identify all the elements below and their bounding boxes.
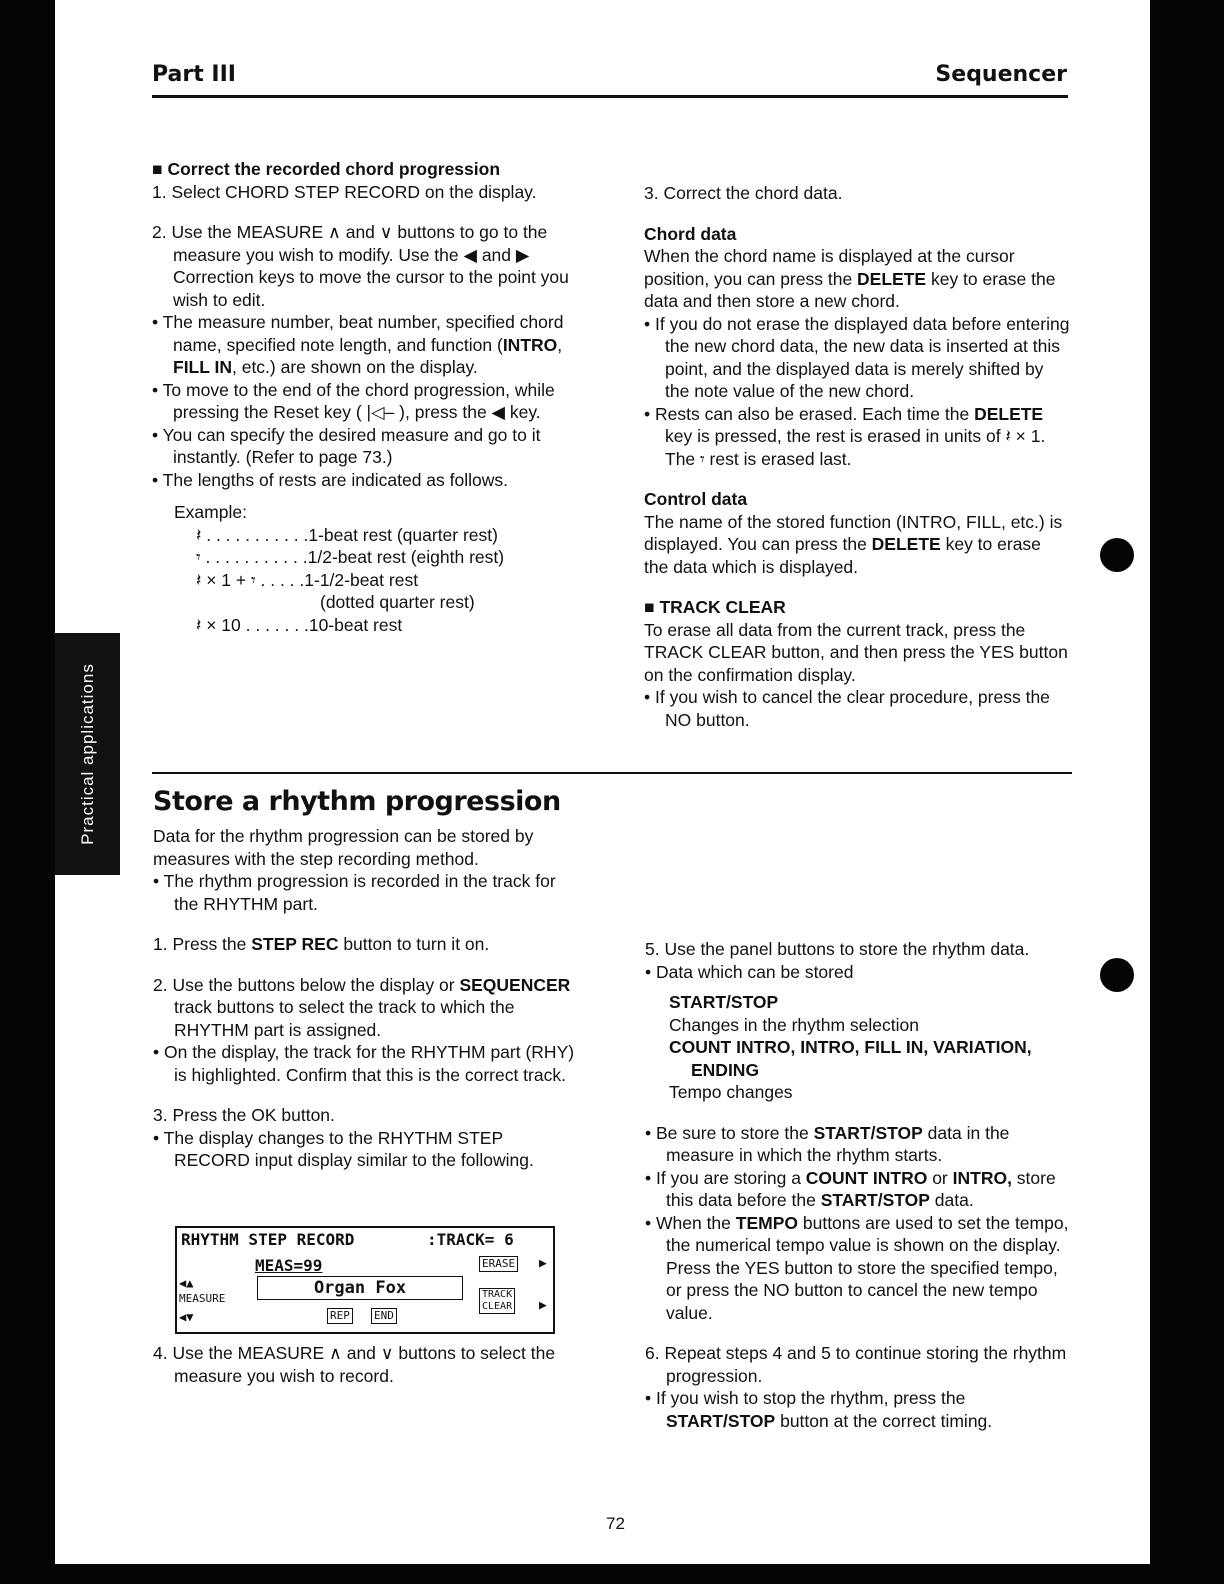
step-3: 3. Correct the chord data. (644, 183, 843, 203)
chord-data-heading: Chord data (644, 223, 737, 244)
example-label: Example: (174, 502, 247, 522)
heading-correct-chord: ■ Correct the recorded chord progression (152, 159, 501, 179)
rhythm-intro-bullet: • The rhythm progression is recorded in the track for the RHYTHM part. (153, 871, 556, 914)
header-part: Part III (152, 62, 236, 87)
lcd-rep-button: REP (327, 1308, 353, 1324)
page-number: 72 (606, 1514, 625, 1533)
lcd-measure-number: MEAS=99 (255, 1256, 323, 1275)
lcd-display (175, 1226, 555, 1334)
punch-hole (1100, 538, 1134, 572)
rhythm-step-6: 6. Repeat steps 4 and 5 to continue storing the rhythm progression. (645, 1343, 1067, 1386)
ending-label: ENDING (691, 1059, 760, 1080)
rhythm-bullet-tempo: • When the TEMPO buttons are used to set the tempo, the numerical tempo value is shown on the display. Press the YES button to store the specified tempo, or press the NO button to cancel the new tempo value. (645, 1212, 1069, 1323)
bullet-rest-lengths: • The lengths of rests are indicated as follows. (152, 469, 508, 490)
lcd-erase-button: ERASE (479, 1256, 518, 1272)
left-bottom-step4 (153, 1342, 581, 1387)
lcd-track: :TRACK= 6 (427, 1230, 514, 1249)
rhythm-step-2-bullet: • On the display, the track for the RHYTHM part (RHY) is highlighted. Confirm that this is the correct track. (153, 1042, 575, 1085)
lcd-measure-label: MEASURE (179, 1292, 226, 1305)
example-rest-4: 𝄽 × 10 . . . . . . .10-beat rest (196, 614, 403, 635)
scan-border-left (0, 0, 55, 1584)
start-stop-label: START/STOP (669, 992, 779, 1012)
lcd-arrow-right-icon: ▶ (539, 1298, 547, 1313)
lcd-title: RHYTHM STEP RECORD (181, 1230, 355, 1249)
rhythm-section-title: Store a rhythm progression (153, 786, 561, 817)
start-stop-desc: Changes in the rhythm selection (669, 1014, 919, 1035)
rhythm-step-1: 1. Press the STEP REC button to turn it on. (153, 934, 490, 954)
lcd-track-clear-button: TRACK CLEAR (479, 1288, 515, 1314)
left-top-column (152, 158, 578, 636)
lcd-end-button: END (371, 1308, 397, 1324)
track-clear-heading: ■ TRACK CLEAR (644, 597, 786, 617)
step-2: 2. Use the MEASURE ∧ and ∨ buttons to go to the measure you wish to modify. Use the ◀ and ▶ Correction keys to move the cursor to the point you wish to edit. (152, 222, 569, 310)
rhythm-step-5-bullet: • Data which can be stored (645, 961, 854, 982)
bullet-display-info: • The measure number, beat number, specified chord name, specified note length, and function (INTRO, FILL IN, etc.) are shown on the display. (152, 312, 564, 377)
step-1: 1. Select CHORD STEP RECORD on the display. (152, 181, 537, 202)
bullet-specify-measure: • You can specify the desired measure and go to it instantly. (Refer to page 73.) (152, 424, 541, 467)
right-bottom-column (645, 938, 1073, 1432)
rhythm-intro: Data for the rhythm progression can be stored by measures with the step recording method. (153, 826, 534, 869)
control-data-heading: Control data (644, 489, 748, 509)
rhythm-step-3: 3. Press the OK button. (153, 1105, 335, 1125)
rhythm-bullet-count-intro: • If you are storing a COUNT INTRO or INTRO, store this data before the START/STOP data. (645, 1167, 1056, 1210)
scan-tab (55, 0, 95, 8)
section-side-tab (55, 633, 120, 875)
scan-border-bottom (0, 1564, 1224, 1584)
lcd-arrow-right-icon: ▶ (539, 1256, 547, 1271)
chord-bullet-2: • Rests can also be erased. Each time the DELETE key is pressed, the rest is erased in units of 𝄽 × 1. The 𝄾 rest is erased last. (644, 403, 1046, 469)
lcd-measure-down-icon: ◀▼ (179, 1310, 194, 1324)
side-tab-label: Practical applications (77, 663, 97, 845)
chord-data-text: When the chord name is displayed at the cursor position, you can press the DELETE key to erase the data and then store a new chord. (644, 246, 1056, 311)
rhythm-step-6-bullet: • If you wish to stop the rhythm, press the START/STOP button at the correct timing. (645, 1388, 993, 1431)
rhythm-step-4: 4. Use the MEASURE ∧ and ∨ buttons to select the measure you wish to record. (153, 1343, 556, 1386)
rhythm-step-5: 5. Use the panel buttons to store the rhythm data. (645, 939, 1030, 959)
count-intro-label: COUNT INTRO, INTRO, FILL IN, VARIATION, (669, 1037, 1032, 1057)
tempo-desc: Tempo changes (669, 1082, 793, 1102)
section-rule (152, 772, 1072, 774)
lcd-measure-up-icon: ◀▲ (179, 1276, 194, 1290)
left-bottom-column (153, 825, 581, 1172)
bullet-reset-key: • To move to the end of the chord progression, while pressing the Reset key ( |◁– ), press the ◀ key. (152, 379, 555, 422)
punch-hole (1100, 958, 1134, 992)
example-rest-1: 𝄽 . . . . . . . . . . .1-beat rest (quarter rest) (196, 524, 498, 545)
track-clear-text: To erase all data from the current track, press the TRACK CLEAR button, and then press the YES button on the confirmation display. (644, 619, 1068, 685)
control-data-text: The name of the stored function (INTRO, FILL, etc.) is displayed. You can press the DELETE key to erase the data which is displayed. (644, 511, 1063, 577)
rhythm-bullet-startstop: • Be sure to store the START/STOP data in the measure in which the rhythm starts. (645, 1122, 1010, 1165)
header-rule (152, 95, 1068, 98)
track-clear-bullet: • If you wish to cancel the clear procedure, press the NO button. (644, 687, 1050, 730)
chord-bullet-1: • If you do not erase the displayed data before entering the new chord data, the new data is inserted at this point, and the displayed data is merely shifted by the note value of the new chord. (644, 313, 1070, 401)
example-rest-3: 𝄽 × 1 + 𝄾 . . . . .1-1/2-beat rest (196, 569, 419, 590)
lcd-rhythm-name: Organ Fox (257, 1276, 463, 1300)
example-rest-3-note: (dotted quarter rest) (320, 592, 475, 612)
scan-border-right (1150, 0, 1224, 1584)
rhythm-step-2: 2. Use the buttons below the display or SEQUENCER track buttons to select the track to which the RHYTHM part is assigned. (153, 974, 571, 1040)
right-top-column (644, 182, 1070, 731)
header-section: Sequencer (935, 62, 1067, 87)
rhythm-step-3-bullet: • The display changes to the RHYTHM STEP RECORD input display similar to the following. (153, 1127, 534, 1170)
example-rest-2: 𝄾 . . . . . . . . . . .1/2-beat rest (eighth rest) (196, 547, 505, 567)
